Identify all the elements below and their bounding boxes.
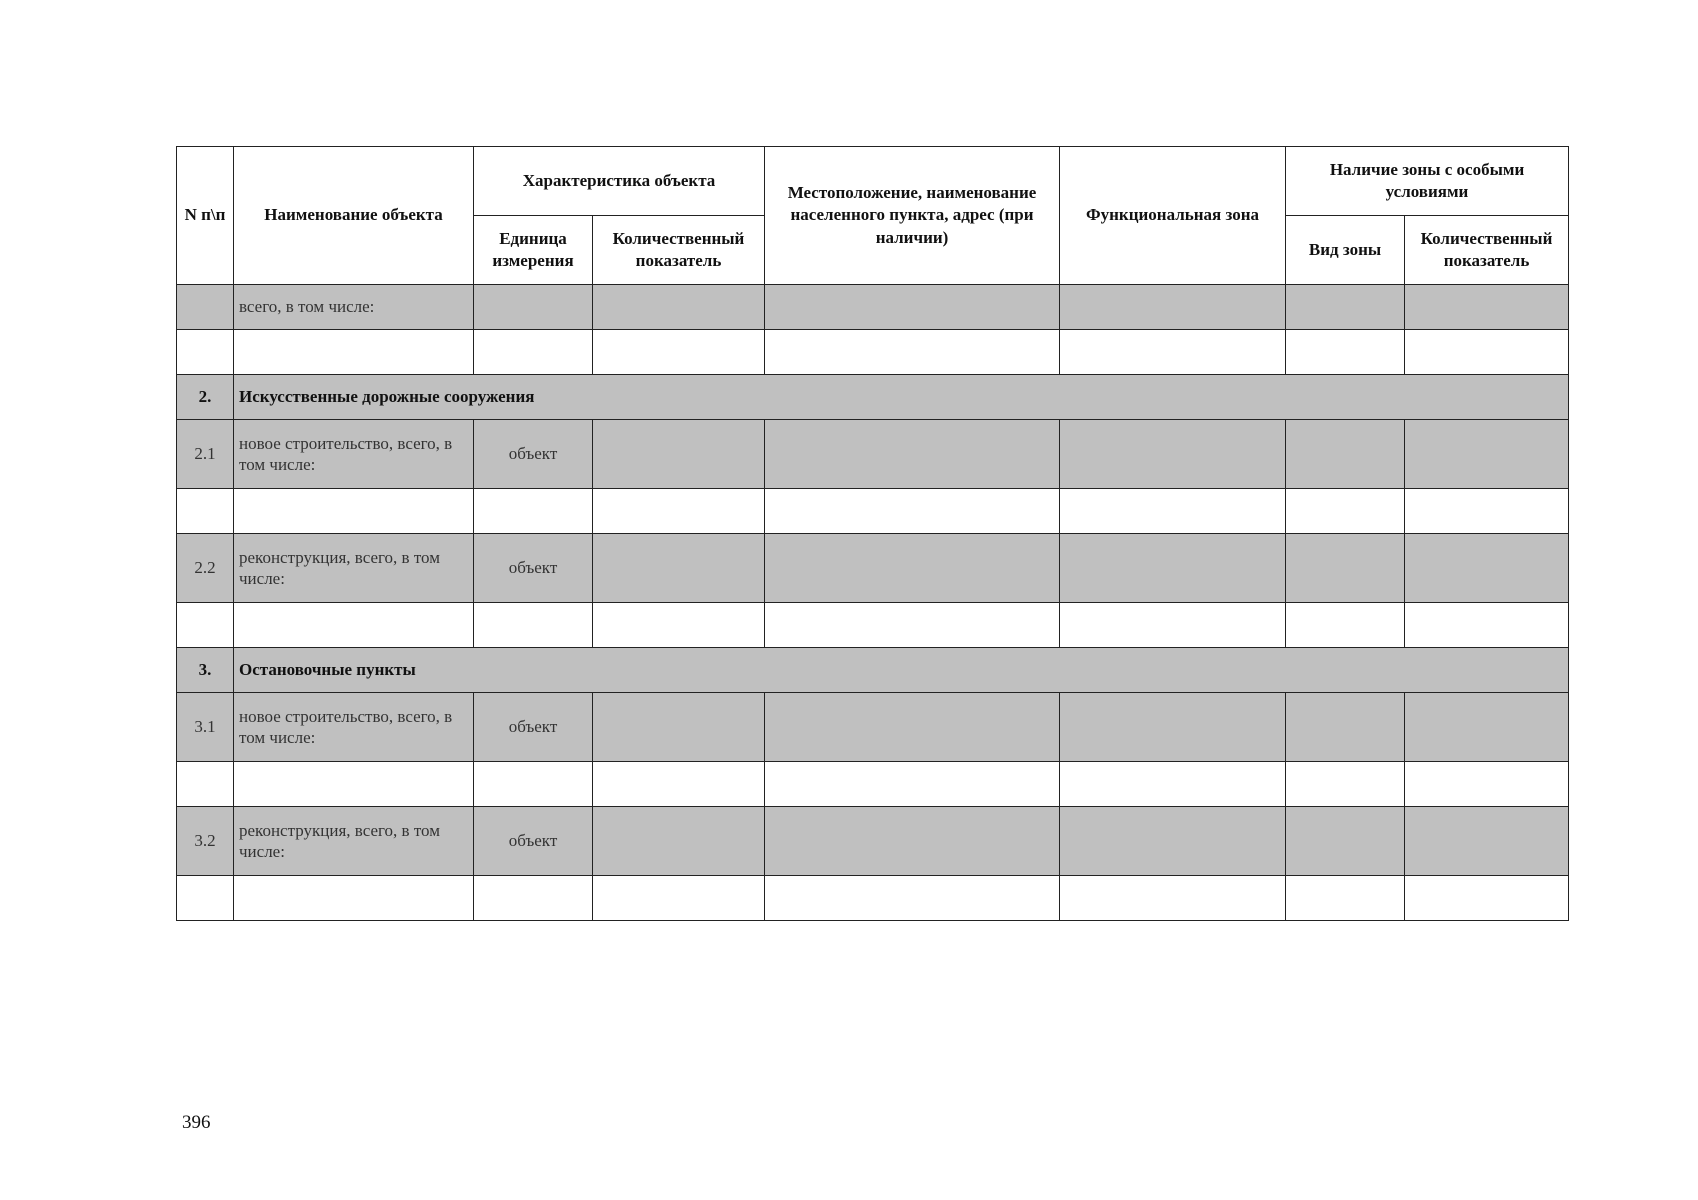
header-quantity: Количественный показатель — [593, 216, 765, 285]
cell-name: всего, в том числе: — [234, 285, 474, 330]
cell-num — [177, 285, 234, 330]
header-zone: Функциональная зона — [1060, 147, 1286, 285]
table-row — [177, 603, 1569, 648]
table-row — [177, 762, 1569, 807]
header-name: Наименование объекта — [234, 147, 474, 285]
header-characteristic: Характеристика объекта — [474, 147, 765, 216]
section-row — [177, 648, 1569, 693]
cell-num: 3.2 — [177, 807, 234, 876]
cell-num: 2.2 — [177, 534, 234, 603]
cell-name: новое строительство, всего, в том числе: — [234, 693, 474, 762]
cell-unit: объект — [474, 534, 593, 603]
section-row — [177, 375, 1569, 420]
cell-unit: объект — [474, 420, 593, 489]
header-num: N п\п — [177, 147, 234, 285]
table-row — [177, 489, 1569, 534]
table-row — [177, 330, 1569, 375]
table-row — [177, 807, 1569, 876]
header-unit: Единица измерения — [474, 216, 593, 285]
table-row — [177, 285, 1569, 330]
header-special-zone: Наличие зоны с особыми условиями — [1286, 147, 1569, 216]
header-zone-quantity: Количественный показатель — [1405, 216, 1569, 285]
table-row — [177, 876, 1569, 921]
header-zone-type: Вид зоны — [1286, 216, 1405, 285]
header-location: Местоположение, наименование населенного пункта, адрес (при наличии) — [765, 147, 1060, 285]
header-row-1 — [177, 147, 1569, 216]
cell-name: реконструкция, всего, в том числе: — [234, 534, 474, 603]
section-title: Остановочные пункты — [234, 648, 765, 693]
table-row — [177, 534, 1569, 603]
table-row — [177, 420, 1569, 489]
section-num: 3. — [177, 648, 234, 693]
cell-num: 3.1 — [177, 693, 234, 762]
page-number: 396 — [182, 1112, 211, 1133]
cell-unit: объект — [474, 693, 593, 762]
table-row — [177, 693, 1569, 762]
section-num: 2. — [177, 375, 234, 420]
objects-table — [176, 146, 1569, 921]
cell-name: новое строительство, всего, в том числе: — [234, 420, 474, 489]
cell-num: 2.1 — [177, 420, 234, 489]
cell-unit: объект — [474, 807, 593, 876]
cell-name: реконструкция, всего, в том числе: — [234, 807, 474, 876]
section-title: Искусственные дорожные сооружения — [234, 375, 765, 420]
